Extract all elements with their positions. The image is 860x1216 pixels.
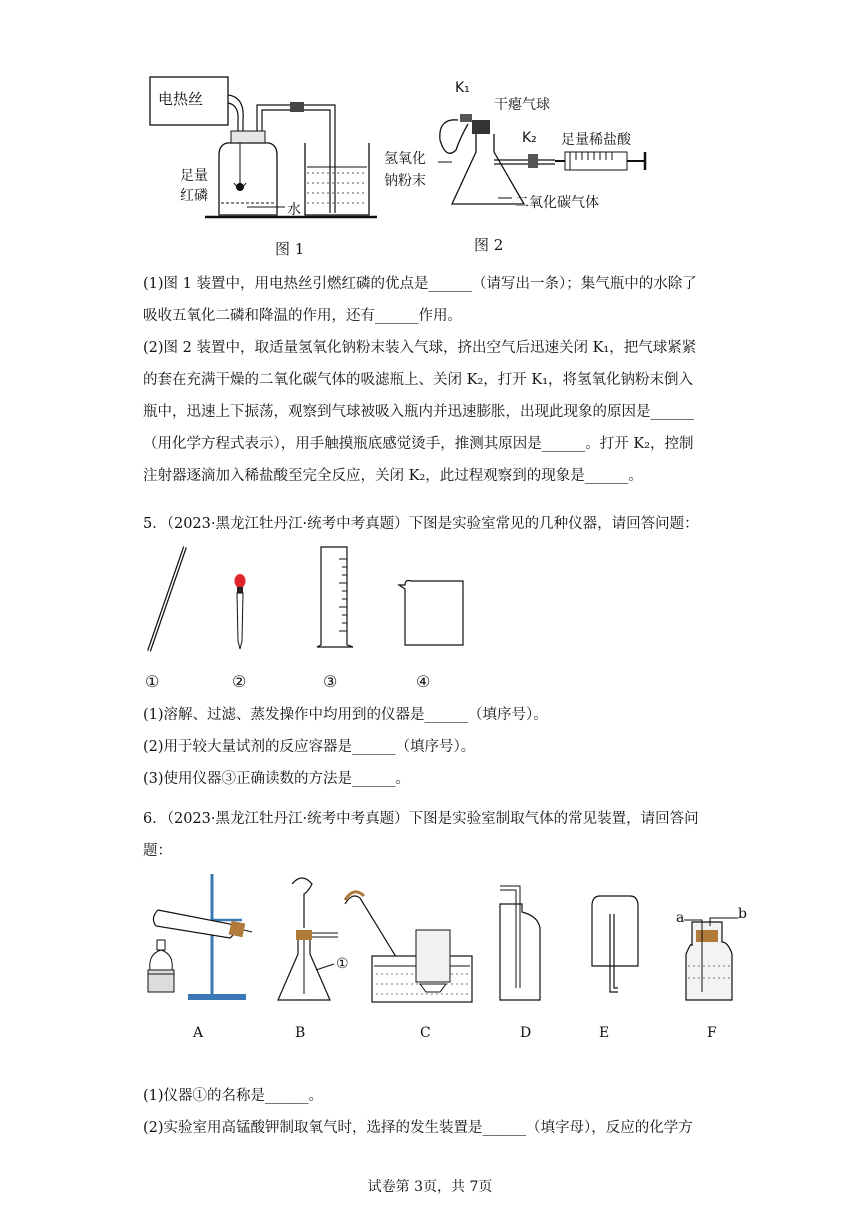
q5-title: 5．（2023·黑龙江牡丹江·统考中考真题）下图是实验室常见的几种仪器，请回答问题：	[143, 516, 699, 532]
fig2-acid-label: 足量稀盐酸	[561, 132, 631, 148]
fig2-k1-label: K₁	[455, 80, 470, 96]
fig1-phosphorus-label-1: 足量	[180, 168, 208, 184]
q4-line-3: (2)图 2 装置中，取适量氢氧化钠粉末装入气球，挤出空气后迅速关闭 K₁，把气球紧紧	[143, 340, 697, 356]
q4-line-5: 瓶中，迅速上下振荡，观察到气球被吸入瓶内并迅速膨胀，出现此现象的原因是______	[143, 404, 694, 420]
q5-label-3: ③	[323, 672, 338, 691]
apparatus-b	[278, 878, 338, 1000]
q5-label-4: ④	[416, 672, 431, 691]
fig1-heater-label: 电热丝	[158, 90, 204, 108]
page-footer: 试卷第 3页，共 7页	[367, 1179, 493, 1195]
q4-line-6: （用化学方程式表示），用手触摸瓶底感觉烫手，推测其原因是______。打开 K₂，控制	[143, 436, 694, 452]
q4-line-7: 注射器逐滴加入稀盐酸至完全反应，关闭 K₂，此过程观察到的现象是______。	[143, 468, 643, 484]
fig1-water-label: 水	[287, 202, 301, 218]
question-4	[143, 268, 718, 492]
q6-label-e: E	[599, 1025, 610, 1041]
q6-label-d: D	[520, 1025, 532, 1041]
q5-line-3: (3)使用仪器③正确读数的方法是______。	[143, 771, 411, 787]
fig2-co2-label: 二氧化碳气体	[515, 195, 599, 211]
q5-label-1: ①	[145, 672, 160, 691]
q6-label-f: F	[707, 1025, 717, 1041]
q5-instruments	[143, 545, 483, 655]
fig2-naoh-label-1: 氢氧化	[384, 151, 426, 167]
q6-line-2: (2)实验室用高锰酸钾制取氧气时，选择的发生装置是______（填字母），反应的化学方	[143, 1120, 693, 1136]
fig1-phosphorus-label-2: 红磷	[180, 188, 208, 204]
fig1-caption: 图 1	[275, 240, 305, 258]
dropper-bulb	[235, 574, 246, 588]
q6-marker-b: b	[738, 906, 747, 922]
q5-line-1: (1)溶解、过滤、蒸发操作中均用到的仪器是______（填序号）。	[143, 707, 548, 723]
question-6-title	[143, 803, 718, 867]
q6-apparatus	[140, 870, 780, 1010]
question-5-body	[143, 699, 718, 795]
q6-label-b: B	[295, 1025, 306, 1041]
q6-title-1: 6．（2023·黑龙江牡丹江·统考中考真题）下图是实验室制取气体的常见装置，请回答问	[143, 811, 699, 827]
question-6-body	[143, 1080, 718, 1144]
fig2-naoh-label-2: 钠粉末	[384, 173, 426, 189]
q4-line-1: (1)图 1 装置中，用电热丝引燃红磷的优点是______（请写出一条）；集气瓶中的水除了	[143, 276, 697, 292]
q5-label-2: ②	[232, 672, 247, 691]
beaker	[399, 581, 463, 646]
fig2-balloon-label: 干瘪气球	[494, 97, 550, 113]
q6-title-2: 题：	[143, 843, 172, 859]
apparatus-e	[592, 896, 638, 992]
q4-line-2: 吸收五氧化二磷和降温的作用，还有______作用。	[143, 308, 462, 324]
apparatus-c	[345, 892, 472, 1002]
q4-line-4: 的套在充满干燥的二氧化碳气体的吸滤瓶上、关闭 K₂，打开 K₁，将氢氧化钠粉末倒入	[143, 372, 694, 388]
q6-line-1: (1)仪器①的名称是______。	[143, 1088, 324, 1104]
question-5-title	[143, 508, 718, 540]
apparatus-d	[500, 886, 540, 1000]
fig2-k2-label: K₂	[522, 130, 537, 146]
fig2-caption: 图 2	[474, 236, 504, 254]
q6-label-c: C	[420, 1025, 431, 1041]
apparatus-f	[684, 918, 738, 1000]
q5-line-2: (2)用于较大量试剂的反应容器是______（填序号）。	[143, 739, 476, 755]
apparatus-a	[148, 874, 252, 1000]
q6-label-a: A	[193, 1025, 204, 1041]
graduated-cylinder	[317, 547, 353, 647]
q6-marker-1: ①	[336, 956, 349, 972]
q6-marker-a: a	[676, 910, 685, 926]
